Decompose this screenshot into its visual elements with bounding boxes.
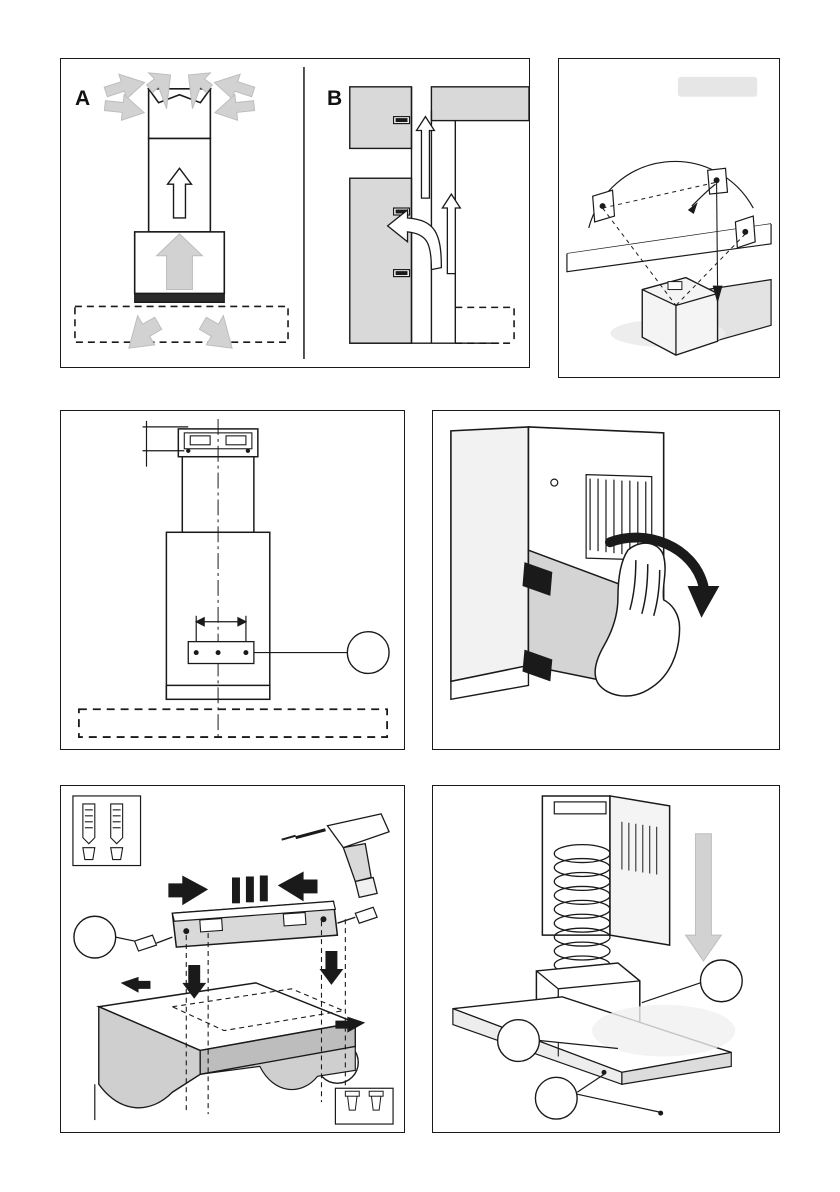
wall-template-panel (558, 58, 780, 378)
airflow-modes-drawing (61, 59, 529, 367)
grease-filter-removal-panel (432, 410, 780, 750)
wall-bracket-mounting-panel (60, 785, 405, 1133)
wall-template-drawing (559, 59, 779, 377)
duct-connection-panel (432, 785, 780, 1133)
dimensions-panel (60, 410, 405, 750)
dimensions-drawing (61, 411, 404, 749)
label-mode-a: A (75, 87, 91, 110)
label-mode-b: B (327, 87, 343, 110)
bracket-mounting-drawing (61, 786, 404, 1132)
airflow-modes-panel (60, 58, 530, 368)
filter-removal-drawing (433, 411, 779, 749)
duct-connection-drawing (433, 786, 779, 1132)
